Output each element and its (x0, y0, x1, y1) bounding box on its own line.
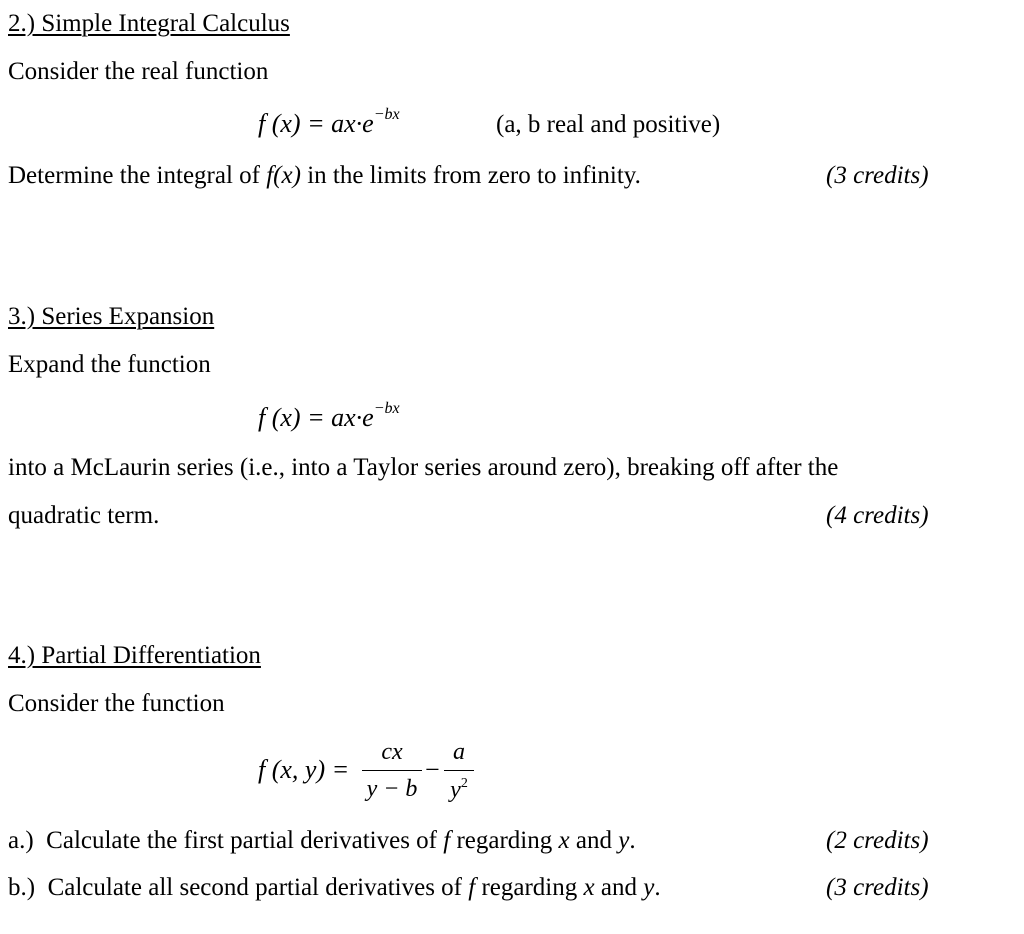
part-b-text: Calculate all second partial derivatives of (47, 874, 469, 901)
section-2-intro: Consider the real function (8, 58, 269, 85)
section-4-heading: 4.) Partial Differentiation (8, 642, 261, 669)
part-a-text: Calculate the first partial derivatives of (46, 827, 444, 854)
fraction-cx-over-y-minus-b (362, 740, 422, 801)
part-b-f: f (468, 874, 476, 901)
part-b-credits: (3 credits) (826, 874, 929, 901)
part-a-period: . (629, 827, 636, 854)
part-a-and: and (569, 827, 619, 854)
denominator-exponent: 2 (460, 776, 468, 791)
section-2-credits: (3 credits) (826, 162, 929, 189)
part-a-y: y (618, 827, 630, 854)
part-b-y: y (643, 874, 655, 901)
fraction-numerator: a (444, 740, 474, 771)
part-a-regarding: regarding (450, 827, 559, 854)
section-2-task (8, 163, 641, 188)
formula-exponent: −bx (373, 400, 400, 417)
section-3-heading: 3.) Series Expansion (8, 303, 215, 330)
formula-minus-sign: − (425, 755, 440, 784)
fraction-numerator: cx (362, 740, 422, 771)
task-text-pre: Determine the integral of (8, 162, 267, 189)
fraction-denominator: y − b (366, 776, 418, 802)
section-3-task-line-2: quadratic term. (8, 502, 160, 529)
section-3-task-line-1: into a McLaurin series (i.e., into a Taylor series around zero), breaking off after the (8, 454, 839, 481)
formula-lhs: f (x) = ax·e (258, 403, 374, 432)
section-3-credits: (4 credits) (826, 502, 929, 529)
part-b-x: x (583, 874, 595, 901)
fraction-denominator (444, 771, 474, 802)
part-b-regarding: regarding (475, 874, 584, 901)
part-a-x: x (558, 827, 570, 854)
formula-lhs: f (x, y) = (258, 755, 350, 784)
fraction-a-over-y-squared (444, 740, 474, 802)
section-2-condition: (a, b real and positive) (496, 111, 721, 138)
part-a-task (8, 828, 636, 853)
task-text-post: in the limits from zero to infinity. (300, 162, 641, 189)
part-a-label: a.) (8, 827, 34, 854)
section-4-intro: Consider the function (8, 690, 225, 717)
section-3-formula (258, 400, 400, 432)
part-b-label: b.) (8, 874, 36, 901)
section-2-heading: 2.) Simple Integral Calculus (8, 10, 290, 37)
formula-exponent: −bx (373, 106, 400, 123)
formula-lhs: f (x) = ax·e (258, 109, 374, 138)
denominator-base: y (450, 777, 461, 803)
task-fx: f(x) (266, 162, 301, 189)
part-b-and: and (594, 874, 644, 901)
part-a-f: f (443, 827, 451, 854)
part-b-period: . (654, 874, 661, 901)
section-2-formula (258, 106, 400, 138)
section-3-intro: Expand the function (8, 351, 211, 378)
part-b-task (8, 875, 661, 900)
section-4-formula-lhs (258, 757, 349, 783)
part-a-credits: (2 credits) (826, 827, 929, 854)
